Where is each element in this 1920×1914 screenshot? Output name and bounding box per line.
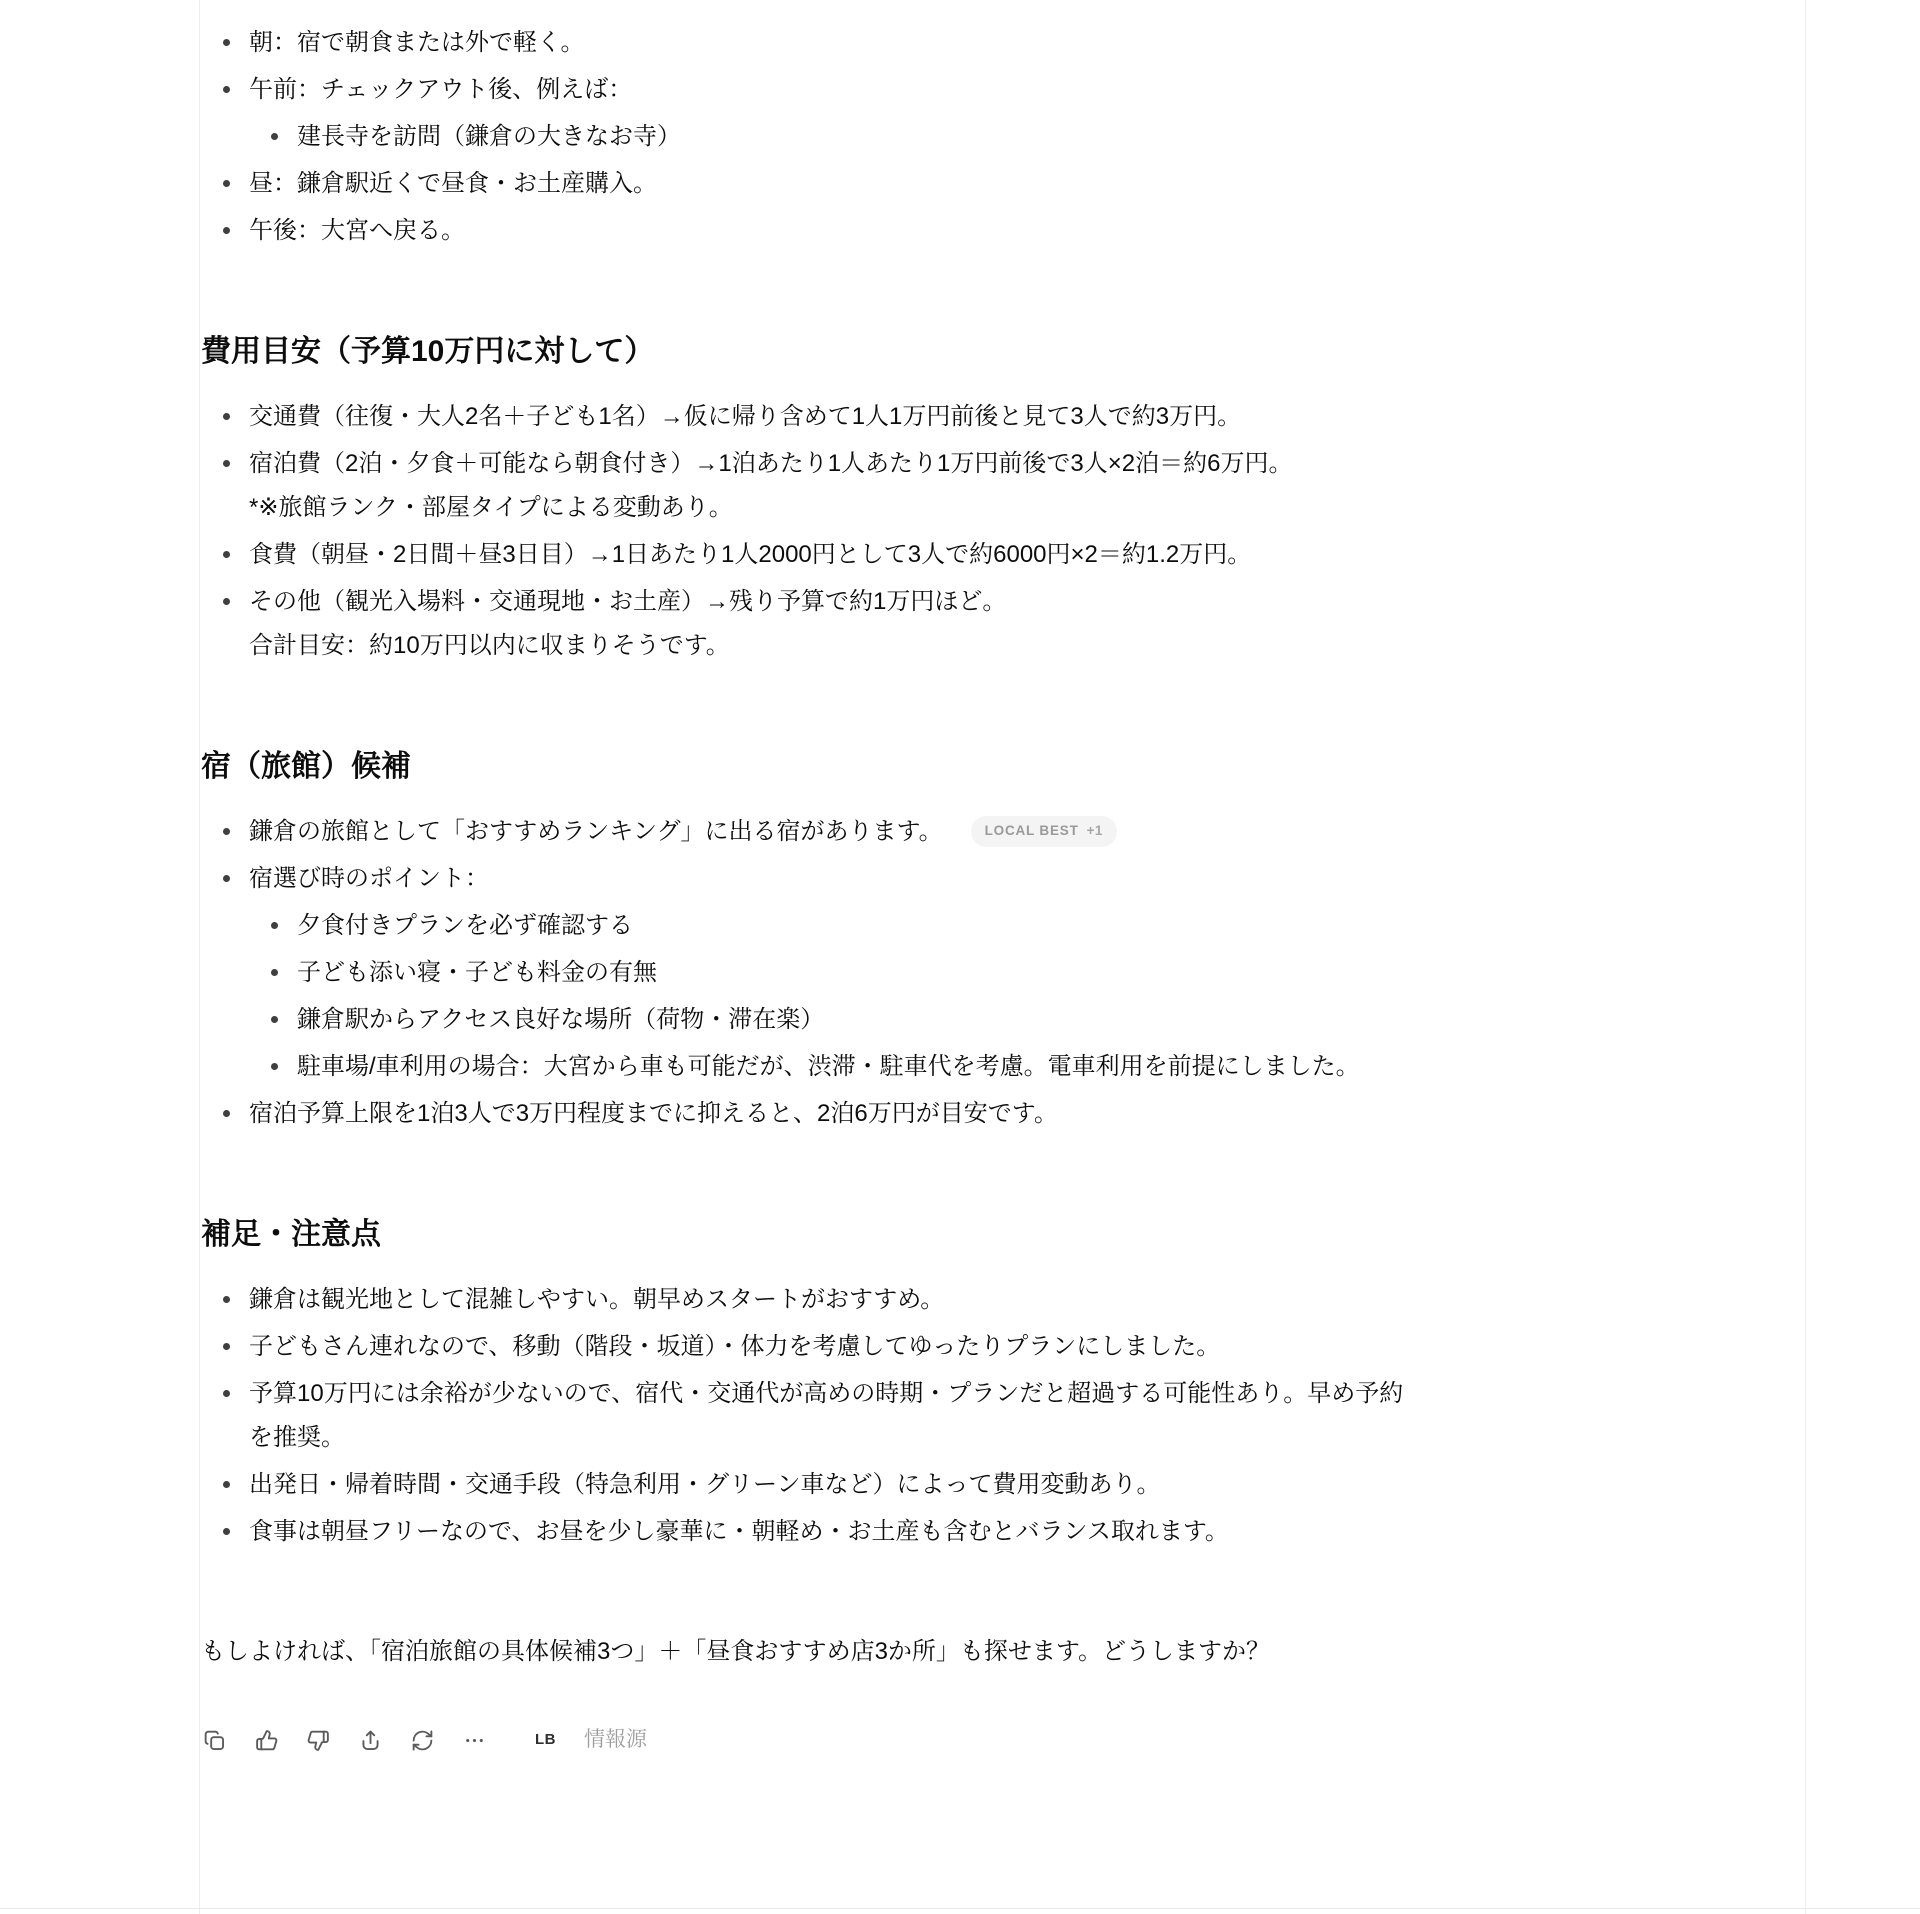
day-plan-sublist xyxy=(249,115,1409,159)
copy-button[interactable] xyxy=(201,1727,227,1753)
list-item: 出発日・帰着時間・交通手段（特急利用・グリーン車など）によって費用変動あり。 xyxy=(249,1463,1409,1507)
list-item-text: 午前：チェックアウト後、例えば： xyxy=(249,76,633,103)
regenerate-button[interactable] xyxy=(409,1727,435,1753)
list-item xyxy=(249,857,1409,1089)
list-item: 昼：鎌倉駅近くで昼食・お土産購入。 xyxy=(249,162,1409,206)
cost-list xyxy=(201,395,1681,668)
list-item: 交通費（往復・大人2名＋子ども1名）→仮に帰り含めて1人1万円前後と見て3人で約3万円。 xyxy=(249,395,1409,439)
list-item xyxy=(249,810,1409,854)
share-button[interactable] xyxy=(357,1727,383,1753)
list-item-text: 鎌倉の旅館として「おすすめランキング」に出る宿があります。 xyxy=(249,818,943,845)
copy-icon xyxy=(202,1728,227,1753)
more-options-button[interactable] xyxy=(461,1727,487,1753)
lodging-points-sublist xyxy=(249,904,1409,1089)
notes-list xyxy=(201,1278,1681,1554)
assistant-message xyxy=(201,21,1681,1762)
list-item: 鎌倉駅からアクセス良好な場所（荷物・滞在楽） xyxy=(297,998,1409,1042)
list-item: 食事は朝昼フリーなので、お昼を少し豪華に・朝軽め・お土産も含むとバランス取れます。 xyxy=(249,1510,1409,1554)
list-item: 午後：大宮へ戻る。 xyxy=(249,209,1409,253)
list-item: 食費（朝昼・2日間＋昼3日目）→1日あたり1人2000円として3人で約6000円×2＝約1.2万円。 xyxy=(249,533,1409,577)
list-item: 朝：宿で朝食または外で軽く。 xyxy=(249,21,1409,65)
list-item: 宿泊予算上限を1泊3人で3万円程度までに抑えると、2泊6万円が目安です。 xyxy=(249,1092,1409,1136)
list-item-text: 宿泊費（2泊・夕食＋可能なら朝食付き）→1泊あたり1人あたり1万円前後で3人×2泊＝約6万円。 xyxy=(249,450,1293,477)
section-heading-lodging: 宿（旅館）候補 xyxy=(201,750,411,783)
bottom-divider xyxy=(0,1908,1920,1909)
list-item xyxy=(249,442,1409,530)
list-item xyxy=(249,580,1409,668)
day-plan-list xyxy=(201,21,1681,253)
lodging-list xyxy=(201,810,1681,1136)
list-item-text: 宿選び時のポイント： xyxy=(249,865,489,892)
section-heading-notes: 補足・注意点 xyxy=(201,1218,381,1251)
section-heading-cost: 費用目安（予算10万円に対して） xyxy=(201,335,655,368)
thumbs-up-icon xyxy=(254,1728,279,1753)
list-item: 夕食付きプランを必ず確認する xyxy=(297,904,1409,948)
list-item: 子ども添い寝・子ども料金の有無 xyxy=(297,951,1409,995)
thumbs-up-button[interactable] xyxy=(253,1727,279,1753)
list-item xyxy=(249,68,1409,159)
lb-logo[interactable]: LB xyxy=(535,1731,556,1748)
list-item: 予算10万円には余裕が少ないので、宿代・交通代が高めの時期・プランだと超過する可能性あり。早め予約を推奨。 xyxy=(249,1372,1409,1460)
list-item: 駐車場/車利用の場合：大宮から車も可能だが、渋滞・駐車代を考慮。電車利用を前提にしました。 xyxy=(297,1045,1409,1089)
closing-question: もしよければ、「宿泊旅館の具体候補3つ」＋「昼食おすすめ店3か所」も探せます。どうしますか？ xyxy=(201,1638,1271,1665)
source-chip-label: LOCAL BEST xyxy=(984,823,1079,838)
ellipsis-icon xyxy=(462,1728,487,1753)
thumbs-down-icon xyxy=(306,1728,331,1753)
list-item: 子どもさん連れなので、移動（階段・坂道）・体力を考慮してゆったりプランにしました。 xyxy=(249,1325,1409,1369)
list-item-note: *※旅館ランク・部屋タイプによる変動あり。 xyxy=(249,494,733,521)
thumbs-down-button[interactable] xyxy=(305,1727,331,1753)
message-toolbar xyxy=(201,1718,1681,1762)
list-item-note: 合計目安：約10万円以内に収まりそうです。 xyxy=(249,632,730,659)
list-item-text: その他（観光入場料・交通現地・お土産）→残り予算で約1万円ほど。 xyxy=(249,588,1007,615)
source-chip-local-best[interactable] xyxy=(971,816,1117,847)
assistant-message-column xyxy=(199,0,1806,1914)
sources-link[interactable]: 情報源 xyxy=(584,1728,647,1751)
share-icon xyxy=(358,1728,383,1753)
list-item: 鎌倉は観光地として混雑しやすい。朝早めスタートがおすすめ。 xyxy=(249,1278,1409,1322)
list-item: 建長寺を訪問（鎌倉の大きなお寺） xyxy=(297,115,1409,159)
source-chip-count: +1 xyxy=(1086,823,1103,838)
regenerate-icon xyxy=(410,1728,435,1753)
